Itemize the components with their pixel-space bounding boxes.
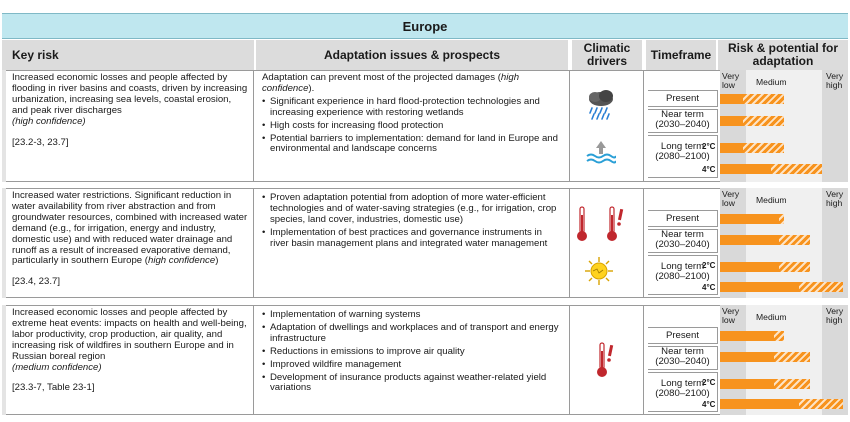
key-risk-text: Increased economic losses and people affected by extreme heat events: impacts on health and well-being, labor productivity, crop production, air quality, and increasing risk of wildfires in southern Europe and in Russian boreal region [12,307,247,362]
row-marker [2,305,6,415]
risk-row-water [2,188,848,298]
timeframe-long: Long term (2080–2100) [648,135,718,178]
risk-panel [646,305,848,415]
scale-medium-label: Medium [756,195,787,205]
risk-bar-long-2c-potential [779,262,810,272]
adaptation-bullet: • Implementation of best practices and governance instruments in river basin management plans and integrated water management [262,228,563,250]
key-risk-cell [8,188,254,298]
reference-text: [23.3-7, Table 23-1] [12,382,95,394]
timeframe-near: Near term (2030–2040) [648,346,718,370]
adaptation-intro-end: ). [308,82,315,94]
risk-bar-near-level [720,352,774,362]
risk-bar-near-potential [774,352,810,362]
adaptation-cell [256,305,570,415]
adaptation-bullet: • Improved wildfire management [262,360,563,371]
confidence-end: ) [215,255,219,267]
risk-bar-long-4c-level [720,282,799,292]
degree-4c-label: 4°C [702,283,716,292]
risk-bar-present-level [720,331,774,341]
risk-bar-present-potential [774,331,784,341]
risk-bar-long-4c-level [720,399,799,409]
drying-trend-icon [584,256,614,286]
scale-medium-label: Medium [756,77,787,87]
header-adaptation: Adaptation issues & prospects [256,40,568,70]
risk-panel [646,70,848,182]
adaptation-bullet: • Adaptation of dwellings and workplaces and of transport and energy infrastructure [262,323,563,345]
scale-very-low-label: Very low [722,189,740,208]
risk-bar-long-2c-level [720,143,743,153]
risk-bar-present-potential [779,214,784,224]
reference-text: [23.2-3, 23.7] [12,136,69,148]
degree-2c-label: 2°C [702,142,716,151]
confidence-text: (high confidence) [12,115,86,127]
degree-4c-label: 4°C [702,400,716,409]
risk-bar-long-2c-level [720,262,779,272]
risk-bar-present-level [720,214,779,224]
confidence-text: (medium confidence) [12,361,102,373]
scale-very-high-label: Very high [826,71,844,90]
sea-level-icon [586,140,616,164]
risk-bar-near-level [720,116,743,126]
adaptation-intro: Adaptation can prevent most of the projected damages ( [262,72,501,83]
drivers-cell [572,188,644,298]
risk-scale [720,305,848,415]
key-risk-cell [8,305,254,415]
drivers-cell [572,70,644,182]
risk-scale [720,70,848,182]
scale-very-low-label: Very low [722,71,740,90]
risk-bar-near-potential [743,116,784,126]
adaptation-bullet: • Implementation of warning systems [262,310,563,321]
scale-very-high-label: Very high [826,189,844,208]
risk-scale [720,188,848,298]
risk-row-flooding [2,70,848,182]
degree-2c-label: 2°C [702,378,716,387]
header-timeframe: Timeframe [646,40,716,70]
adaptation-bullet: • Significant experience in hard flood-protection technologies and increasing experience with restoring wetlands [262,97,563,119]
scale-medium-label: Medium [756,312,787,322]
risk-bar-long-4c-level [720,164,771,174]
drivers-cell [572,305,644,415]
adaptation-cell [256,188,570,298]
degree-4c-label: 4°C [702,165,716,174]
confidence-text: high confidence [147,255,216,267]
header-key-risk: Key risk [2,40,254,70]
risk-panel [646,188,848,298]
top-cut-text [0,0,850,8]
risk-bar-long-2c-potential [743,143,784,153]
key-risk-cell [8,70,254,182]
adaptation-bullet: • Proven adaptation potential from adoption of more water-efficient technologies and of water-saving strategies (e.g., for irrigation, crop species, land cover, industries, domestic use) [262,193,563,226]
scale-very-high-label: Very high [826,306,844,325]
timeframe-present: Present [648,327,718,344]
risk-bar-long-2c-potential [774,379,810,389]
adaptation-bullet: • High costs for increasing flood protection [262,121,563,132]
reference-text: [23.4, 23.7] [12,276,61,288]
adaptation-bullet: • Reductions in emissions to improve air quality [262,347,563,358]
key-risk-text: Increased water restrictions. Significant reduction in water availability from river abstraction and from groundwater resources, combined with increased water demand (e.g., for irrigation, energy and industry, domestic use) and with reduced water drainage and runoff as a result of increased evaporative demand, particularly in southern Europe ( [12,190,248,267]
extreme-temperature-icon [594,341,618,379]
timeframe-present: Present [648,210,718,227]
risk-bar-present-potential [743,94,784,104]
adaptation-bullet: • Development of insurance products against weather-related yield variations [262,373,563,395]
timeframe-near: Near term (2030–2040) [648,109,718,133]
timeframe-present: Present [648,90,718,107]
degree-2c-label: 2°C [702,261,716,270]
risk-bar-present-level [720,94,743,104]
risk-bar-long-2c-level [720,379,774,389]
row-marker [2,70,6,182]
timeframe-long: Long term (2080–2100) [648,372,718,412]
adaptation-bullet: • Potential barriers to implementation: demand for land in Europe and environmental and landscape concerns [262,134,563,156]
risk-row-heat [2,305,848,415]
risk-bar-long-4c-potential [771,164,822,174]
extreme-temperature-icon [604,205,628,243]
warming-trend-icon [574,205,590,243]
risk-bar-near-level [720,235,779,245]
header-risk-potential: Risk & potential for adaptation [718,40,848,70]
risk-bar-long-4c-potential [799,399,843,409]
timeframe-long: Long term (2080–2100) [648,255,718,295]
timeframe-near: Near term (2030–2040) [648,229,718,253]
scale-very-low-label: Very low [722,306,740,325]
adaptation-confidence: high confidence [262,72,520,94]
risk-bar-long-4c-potential [799,282,843,292]
row-marker [2,188,6,298]
header-drivers: Climatic drivers [572,40,642,70]
region-title: Europe [2,13,848,39]
extreme-precipitation-icon [584,88,618,122]
risk-bar-near-potential [779,235,810,245]
adaptation-cell [256,70,570,182]
key-risk-text: Increased economic losses and people affected by flooding in river basins and coasts, driven by increasing urbanization, increasing sea levels, coastal erosion, and peak river discharges [12,72,248,116]
